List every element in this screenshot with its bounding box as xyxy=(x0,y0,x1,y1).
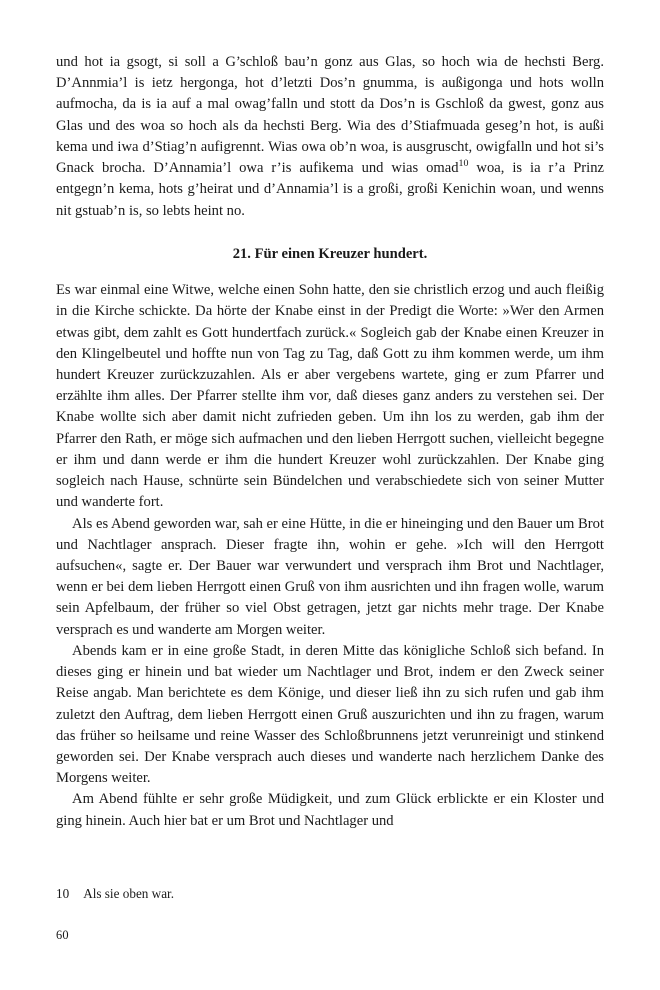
story-paragraph-1: Es war einmal eine Witwe, welche einen Sohn hatte, den sie christlich erzog und auch fleißig in die Kirche schickte. Da hörte der Knabe einst in der Predigt die Worte: »Wer den Armen etwas gibt, dem zahlt es Gott hundertfach zurück.« Sogleich gab der Knabe einen Kreuzer in den Klingelbeutel und hoffte nun von Tag zu Tag, daß Gott zu ihm kommen werde, um ihm hundert Kreuzer zurückzuzahlen. Als er aber vergebens wartete, ging er zum Pfarrer und erzählte ihm alles. Der Pfarrer stellte ihm vor, daß dieses ganz anders zu verstehen sei. Der Knabe wollte sich aber damit nicht zufrieden geben. Um ihn los zu werden, gab ihm der Pfarrer den Rath, er möge sich aufmachen und den lieben Herrgott suchen, vielleicht begegne er ihm und dann werde er ihm die hundert Kreuzer wohl zurückzahlen. Der Knabe ging sogleich nach Hause, schnürte sein Bündelchen und verabschiedete sich von seiner Mutter und wanderte fort. xyxy=(56,282,604,511)
paragraph-continuation: und hot ia gsogt, si soll a G’schloß bau’n gonz aus Glas, so hoch wia de hechsti Berg. D’Annmia’l is ietz hergonga, hot d’letzti Dos’n gnumma, is außigonga und hots wolln aufmocha, da is ia auf a mal owag’falln und stott da Dos’n is Gschloß da gwest, gonz aus Glas und des woa so hoch als da hechsti Berg. Wia des d’Stiafmuada geseg’n hot, is außi kema und iwa d’Stiag’n aufigrennt. Wias owa ob’n woa, is ausgruscht, owigfalln und hot si’s Gnack brocha. D’Annamia’l owa r’is aufikema und wias omad$^{10}$ woa, is ia r’a Prinz entgegn’n kema, hots g’heirat und d’Annamia’l is a großi, großi Kenichin woan, und wenns nit gstuab’n is, so lebts heint no. xyxy=(56,54,604,219)
footnote-reference-10: 10 xyxy=(458,158,469,170)
footnote-area xyxy=(56,885,604,903)
page-textblock xyxy=(56,52,604,832)
story-paragraph-3: Abends kam er in eine große Stadt, in deren Mitte das königliche Schloß sich befand. In dieses ging er hinein und bat wieder um Nachtlager und Brot, indem er den Zweck seiner Reise angab. Man berichtete es dem Könige, und dieser ließ ihn zu sich rufen und gab ihm zuletzt den Auftrag, dem lieben Herrgott einen Gruß auszurichten und ihn zu fragen, warum das früher so heilsame und reine Wasser des Schloßbrunnens jetzt verunreinigt und stinkend geworden sei. Der Knabe versprach auch dieses und wanderte nach herzlichem Danke des Morgens weiter. xyxy=(56,642,604,787)
story-paragraph-4: Am Abend fühlte er sehr große Müdigkeit, und zum Glück erblickte er ein Kloster und ging hinein. Auch hier bat er um Brot und Nachtlager und xyxy=(56,791,604,829)
footnote-marker: 10 xyxy=(56,886,70,901)
footnote-entry xyxy=(56,885,604,903)
page-number: 60 xyxy=(56,928,69,942)
story-paragraph-2: Als es Abend geworden war, sah er eine Hütte, in die er hineinging und den Bauer um Brot und Nachtlager ansprach. Dieser fragte ihn, wohin er gehe. »Ich will den Herrgott aufsuchen«, sagte er. Der Bauer war verwundert und versprach ihm Brot und Nachtlager, wenn er bei dem lieben Herrgott einen Gruß von ihm ausrichten und ihn fragen wolle, warum sein Apfelbaum, der früher so viel Obst getragen, jetzt gar nichts mehr trage. Der Knabe versprach es und wanderte am Morgen weiter. xyxy=(56,515,604,638)
footnote-text: Als sie oben war. xyxy=(83,886,175,901)
section-title: 21. Für einen Kreuzer hundert. xyxy=(232,245,428,262)
